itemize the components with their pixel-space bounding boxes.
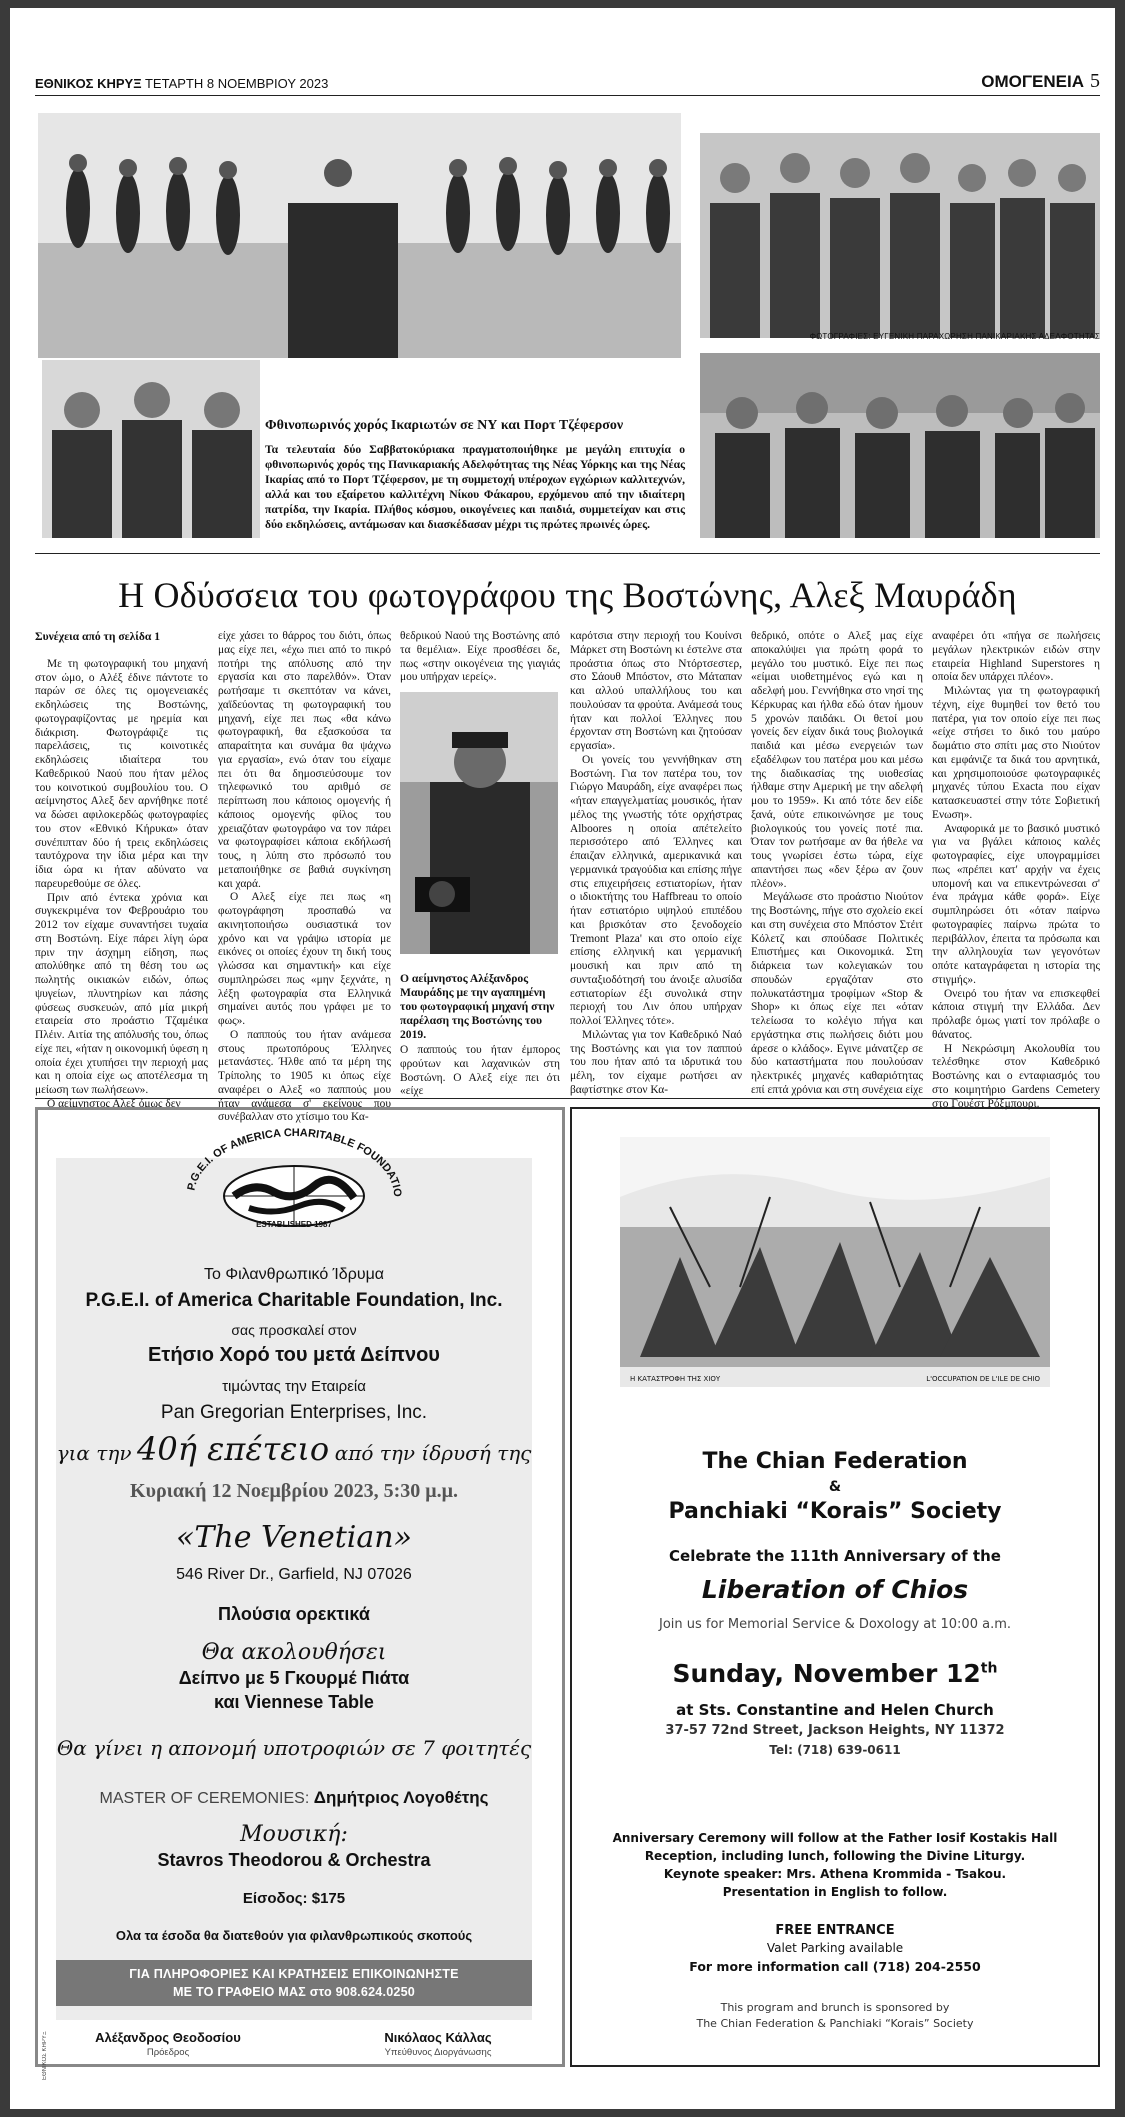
article-kicker: Συνέχεια από τη σελίδα 1 bbox=[35, 630, 161, 643]
ad-line: This program and brunch is sponsored by bbox=[720, 2001, 950, 2014]
photo-group-women bbox=[700, 353, 1100, 538]
article-column-4 bbox=[570, 630, 742, 1098]
logo-ring-text: P.G.E.I. OF AMERICA CHARITABLE FOUNDATIO bbox=[185, 1126, 404, 1198]
ampersand: & bbox=[828, 1479, 842, 1495]
article-title: Η Οδύσσεια του φωτογράφου της Βοστώνης, Αλεξ Μαυράδη bbox=[118, 575, 1017, 615]
ad-org-name: P.G.E.I. of America Charitable Foundation, Inc. bbox=[85, 1290, 503, 1311]
contact-ribbon bbox=[56, 1960, 532, 2006]
ad-honoree: Pan Gregorian Enterprises, Inc. bbox=[160, 1402, 428, 1423]
paragraph: είχε χάσει το θάρρος του διότι, όπως μας είχε πει, «έχω πιει από το πικρό ποτήρι της απόλυσης από την εργασία και στο παρελθόν». Όταν ρωτήσαμε τι σκεπτόταν να κάνει, χαϊδεύοντας τη φωτογραφική του μηχανή, είχε πει πως «θα κάνω φωτογραφική, θα εξασκούσα τα απαραίτητα και συνάμα θα ψάχνω για εργασία», ενώ όταν του είχαμε πει ότι θα δημοσιεύσουμε τον τηλεφωνικό του αριθμό σε περίπτωση που κάποιος ομογενής ή κάποιος ομογενής φίλος του χρειαζόταν φωτογράφο να τον πάρει να φωτογραφίσει κάποια εκδήλωσή τους, η λύπη στο πρόσωπό του μεταποιήθηκε σε βαθιά συγκίνηση και χαρά. bbox=[218, 630, 391, 890]
header-right bbox=[981, 70, 1100, 93]
photo-three-men bbox=[42, 360, 260, 538]
ad-line: Valet Parking available bbox=[766, 1941, 904, 1955]
article-column-1 bbox=[35, 630, 208, 1112]
ad-music: Stavros Theodorou & Orchestra bbox=[157, 1850, 431, 1870]
ad-script: από την ίδρυσή της bbox=[334, 1441, 532, 1465]
ad-line: Join us for Memorial Service & Doxology at 10:00 a.m. bbox=[658, 1617, 1011, 1632]
ad-script: Μουσική: bbox=[240, 1822, 348, 1847]
ad-anniversary: 40ή επέτειο bbox=[137, 1430, 330, 1468]
ad-line: και Viennese Table bbox=[214, 1692, 374, 1712]
vertical-imprint: ΕΘΝΙΚΟΣ ΚΗΡΥΞ bbox=[42, 2031, 48, 2080]
paragraph: Πριν από έντεκα χρόνια και συγκεκριμένα τον Φεβρουάριο του 2012 τον είχαμε συναντήσει τυχαία στη Βοστώνη. Είχε πάρει λίγη ώρα πριν την άσχημη είδηση, πως απολύθηκε από τη θέση του ως πωλητής οικιακών ειδών, όπως ψυγείων, πλυντηρίων και πάσης φύσεως συσκευών, από μία μικρή εταιρεία στο προάστιο Τζαμέικα Πλέιν. Αιτία της απόλυσής του, όπως είχε πει, «ήταν η οικονομική ύφεση η οποία έχει χτυπήσει την περιοχή μας και η οποία είχε ως αποτέλεσμα τη μείωση των πωλήσεων». bbox=[35, 891, 208, 1096]
ad-script: για την bbox=[56, 1441, 132, 1465]
ad-anniversary-line bbox=[56, 1430, 532, 1468]
paragraph: καρότσια στην περιοχή του Κουίνσι Μάρκετ στη Βοστώνη κι έστελνε στα προάστια όπως στο Ντόρτσεστερ, στο Σάουθ Μπόστον, στο Μάταπαν και αλλού υπαλλήλους του και πουλούσαν τα φρούτα. Ανάμεσά τους ήταν και πολλοί Έλληνες που έρχονταν στη Βοστώνη και ζητούσαν εργασία». bbox=[570, 630, 742, 752]
event-date bbox=[572, 1659, 1098, 1688]
ad-date: Κυριακή 12 Νοεμβρίου 2023, 5:30 μ.μ. bbox=[130, 1480, 458, 1502]
signature-name: Νικόλαος Κάλλας bbox=[384, 2030, 492, 2045]
free-entrance: FREE ENTRANCE bbox=[775, 1923, 895, 1938]
paragraph: Ο παππούς του ήταν ανάμεσα στους πρωτοπόρους Έλληνες μετανάστες. Ήλθε από τα μέρη της Τρίπολης το 1905 κι όπως είχε αναφέρει ο Αλεξ «ο παππούς μου ήταν ανάμεσα σ' εκείνους που συνέβαλλαν στο χτίσιμο του Κα- bbox=[218, 1028, 391, 1124]
ad-divider bbox=[35, 1098, 1100, 1099]
event-date-text: Sunday, November 12 bbox=[672, 1659, 981, 1688]
ad-panel bbox=[56, 1126, 532, 2020]
ad-mc-label: MASTER OF CEREMONIES: bbox=[99, 1790, 310, 1807]
top-story-title: Φθινοπωρινός χορός Ικαριωτών σε ΝΥ και Πορτ Τζέφερσον bbox=[265, 418, 624, 433]
issue-date: ΤΕΤΑΡΤΗ 8 ΝΟΕΜΒΡΙΟΥ 2023 bbox=[144, 76, 329, 91]
org-name: The Chian Federation bbox=[702, 1449, 968, 1474]
top-story-caption bbox=[265, 418, 685, 532]
signature-organizer bbox=[338, 2030, 538, 2058]
org-name: Panchiaki “Korais” Society bbox=[668, 1499, 1002, 1524]
event-date-suffix: th bbox=[980, 1660, 998, 1677]
ad-line: σας προσκαλεί στον bbox=[231, 1322, 357, 1338]
paragraph: αναφέρει ότι «πήγα σε πωλήσεις μεγάλων ηλεκτρικών ειδών στην εταιρεία Highland Superstores η οποία δεν υπάρχει πλέον». bbox=[932, 630, 1100, 684]
ad-line: Το Φιλανθρωπικό Ίδρυμα bbox=[203, 1266, 385, 1283]
logo-established: ESTABLISHED 1987 bbox=[256, 1220, 332, 1229]
signature-role: Υπεύθυνος Διοργάνωσης bbox=[384, 2047, 492, 2058]
ad-line: The Chian Federation & Panchiaki “Korais” Society bbox=[696, 2017, 974, 2030]
signature-president bbox=[78, 2030, 258, 2058]
section-name: ΟΜΟΓΕΝΕΙΑ bbox=[981, 72, 1084, 91]
ad-mc-name: Δημήτριος Λογοθέτης bbox=[313, 1788, 489, 1807]
ribbon-line: ΓΙΑ ΠΛΗΡΟΦΟΡΙΕΣ ΚΑΙ ΚΡΑΤΗΣΕΙΣ ΕΠΙΚΟΙΝΩΝΗΣΤΕ bbox=[129, 1967, 459, 1981]
top-story-text: Τα τελευταία δύο Σαββατοκύριακα πραγματοποιήθηκε με μεγάλη επιτυχία ο φθινοπωρινός χορός της Πανικαριακής Αδελφότητας της Νέας Υόρκης και της Νέας Ικαρίας από το Πορτ Τζέφερσον, με τη συμμετοχή υπέροχων εγχώριων καλλιτεχνών, αλλά και του εξαίρετου καλλιτέχνη Νίκου Φάκαρου, ερχόμενου από την ιδιαίτερη πατρίδα, την Ικαρία. Πλήθος κόσμου, οικογένειες και παιδιά, συμμετείχαν και στις δύο εκδηλώσεις, αντάμωσαν και διασκέδασαν μέχρι τις πρώτες πρωινές ώρες. bbox=[265, 443, 685, 531]
ad-phone: Tel: (718) 639-0611 bbox=[769, 1743, 901, 1757]
ad-line: Reception, including lunch, following the Divine Liturgy. bbox=[644, 1849, 1026, 1863]
engraving-caption: Η ΚΑΤΑΣΤΡΟΦΗ ΤΗΣ ΧΙΟΥ bbox=[630, 1375, 721, 1383]
ad-price: Είσοδος: $175 bbox=[242, 1890, 346, 1907]
paragraph: Αναφορικά με το βασικό μυστικό για να βγάλει κάποιος καλές φωτογραφίες, είχε υπογραμμίσει πως «πρέπει κατ' αρχήν να έχεις υπομονή και να επικεντρώνεσαι σ' ένα πράγμα κάθε φορά». Είχε συμπληρώσει ότι «όταν παίρνω φωτογραφίες παίρνω πρώτα το περιβάλλον, έπειτα τα πρόσωπα και την αλληλουχία των γεγονότων οπότε καταγράφεται η ιστορία της στιγμής». bbox=[932, 822, 1100, 986]
ad-scholarships: Θα γίνει η απονομή υποτροφιών σε 7 φοιτητές bbox=[56, 1736, 532, 1760]
paragraph: Ο παππούς του ήταν έμπορος φρούτων και λαχανικών στη Βοστώνη. Ο Αλεξ είχε πει ότι «είχε bbox=[400, 1044, 560, 1098]
ad-line: Πλούσια ορεκτικά bbox=[218, 1604, 370, 1624]
ribbon-line: ΜΕ ΤΟ ΓΡΑΦΕΙΟ ΜΑΣ στο 908.624.0250 bbox=[172, 1985, 416, 1999]
paragraph: Με τη φωτογραφική του μηχανή στον ώμο, ο Αλέξ έδινε πάντοτε το παρών σε όλες τις ομογενειακές εκδηλώσεις της Βοστώνης, φωτογραφίζοντας με ηρεμία και διάκριση. Φωτογράφιζε τις παρελάσεις, τις κοινοτικές εκδηλώσεις ιδιαίτερα του Καθεδρικού Ναού που ήταν μέλος του κοινοτικού συμβουλίου του. Ο αείμνηστος Αλεξ δεν αρνήθηκε ποτέ να δώσει αφιλοκερδώς φωτογραφίες του στον «Εθνικό Κήρυκα» όταν συνέπιπταν δύο ή τρεις εκδηλώσεις ταυτόχρονα την ίδια μέρα και την ίδια ώρα κι ήταν αδύνατο να παρευρεθούμε σε όλες. bbox=[35, 657, 208, 890]
ad-line: Keynote speaker: Mrs. Athena Krommida - Tsakou. bbox=[663, 1867, 1007, 1881]
ad-line: Celebrate the 111th Anniversary of the bbox=[669, 1547, 1001, 1565]
ad-info-phone: For more information call (718) 204-2550 bbox=[689, 1959, 981, 1974]
page-header bbox=[35, 68, 1100, 96]
ad-line: Δείπνο με 5 Γκουρμέ Πιάτα bbox=[178, 1668, 410, 1688]
article-column-2 bbox=[218, 630, 391, 1125]
ad-venue: «The Venetian» bbox=[176, 1520, 412, 1555]
signature-role: Πρόεδρος bbox=[146, 2047, 190, 2058]
ad-address: 546 River Dr., Garfield, NJ 07026 bbox=[176, 1566, 412, 1583]
photo-group-men bbox=[700, 133, 1100, 338]
page-number: 5 bbox=[1090, 70, 1100, 92]
paragraph: θεδρικού Ναού της Βοστώνης από τα θεμέλια». Είχε προσθέσει δε, πως «στην οικογένεια της γιαγιάς μου υπήρχαν ιερείς». bbox=[400, 630, 560, 684]
chios-liberation-ad bbox=[570, 1107, 1100, 2067]
paragraph: Ο αείμνηστος Αλεξ όμως δεν bbox=[47, 1097, 181, 1110]
photo-dancers bbox=[38, 113, 681, 358]
photo-photographer bbox=[400, 692, 558, 954]
ad-line: Presentation in English to follow. bbox=[722, 1885, 948, 1899]
article-body bbox=[35, 630, 1100, 1124]
paragraph: Μεγάλωσε στο προάστιο Νιούτον της Βοστώνης, πήγε στο σχολείο εκεί και στη συνέχεια στο Μπόστον Στέιτ Κόλετζ και σπούδασε Πολιτικές Επιστήμες και Οικονομικά. Στη διάρκεια των κολεγιακών του σπουδών εργαζόταν στο πολυκατάστημα τροφίμων «Stop & Shop» κι όπως είχε πει «όταν τελείωσα το κολέγιο πήγα και εργάστηκα στις πωλήσεις διότι μου άρεσε ο κλάδος». Εγινε μάνατζερ σε δύο καταστήματα που πουλούσαν ηλεκτρικές μηχανές καθαριότητας επί επτά χρόνια και στη συνέχεια είχε bbox=[751, 891, 923, 1096]
article-column-5 bbox=[751, 630, 923, 1098]
paragraph: Μιλώντας για τον Καθεδρικό Ναό της Βοστώνης και για τον παππού του που ήταν από τα ιδρυτικά του μέλη, τον είχαμε ρωτήσει αν βαφτίστηκε στον Κα- bbox=[570, 1028, 742, 1096]
newspaper-page bbox=[10, 8, 1115, 2109]
paragraph: Η Νεκρώσιμη Ακολουθία του τελέσθηκε στον Καθεδρικό Βοστώνης και ο ενταφιασμός του στο κοιμητήριο Gardens Cemetery στο Γουέστ Ρόξμπουρι. bbox=[932, 1042, 1100, 1110]
ad-script: Θα ακολουθήσει bbox=[201, 1640, 387, 1665]
chios-engraving bbox=[620, 1137, 1050, 1387]
article-column-3 bbox=[400, 630, 560, 685]
ad-address: 37-57 72nd Street, Jackson Heights, NY 11372 bbox=[665, 1723, 1005, 1738]
pgei-logo bbox=[174, 1126, 414, 1236]
engraving-caption: L'OCCUPATION DE L'ILE DE CHIO bbox=[926, 1375, 1040, 1383]
paper-name: ΕΘΝΙΚΟΣ ΚΗΡΥΞ bbox=[35, 76, 142, 91]
paragraph: θεδρικό, οπότε ο Αλεξ μας είχε αποκαλύψει για πρώτη φορά το μεγάλο του μυστικό. Είχε πει πως «είμαι υιοθετημένος εγώ και η αδελφή μου. Γεννήθηκα στο νησί της Κέρκυρας και ήλθα εδώ όταν ήμουν 5 χρονών παιδάκι. Οι θετοί μου γονείς δεν είχαν δικά τους βιολογικά παιδιά και μέσω ενεργειών των εξαδέλφων του πατέρα μου και μέσω της διαδικασίας της υιοθεσίας ήλθαμε στην Αμερική με την αδελφή μου το 1959». Κι από τότε δεν είδε ξανά, ούτε επικοινώνησε με τους βιολογικούς του γονείς ποτέ πια. Όταν τον ρωτήσαμε αν θα ήθελε να τους γνωρίσει έστω τώρα, είχε απαντήσει πως «δεν ξέρω αν ζουν πλέον». bbox=[751, 630, 923, 890]
ad-line: τιμώντας την Εταιρεία bbox=[222, 1378, 366, 1395]
ad-mc-line bbox=[56, 1788, 532, 1808]
paragraph: Ο Αλεξ είχε πει πως «η φωτογράφηση προσπαθώ να ακινητοποιήσω ουσιαστικά τον χρόνο και να γράψω ιστορία με εικόνες οι οποίες έχουν τη δική τους γλώσσα και σημαντική» και είχε συμπληρώσει πως «μην ξεχνάτε, η λέξη φωτογραφία στα Ελληνικά σημαίνει αυτός που γράφει με το φως». bbox=[218, 891, 391, 1027]
ad-event-name: Ετήσιο Χορό του μετά Δείπνου bbox=[148, 1344, 440, 1366]
photo-caption: Ο αείμνηστος Αλέξανδρος Μαυράδης με την αγαπημένη του φωτογραφική μηχανή στην παρέλαση της Βοστώνης του 2019. bbox=[400, 972, 555, 1041]
paragraph: Οι γονείς του γεννήθηκαν στη Βοστώνη. Για τον πατέρα του, τον Γιώργο Μαυράδη, είχε αναφέρει πως «ήταν επαγγελματίας μουσικός, ήταν μέλος της γνωστής τότε ορχήστρας Alboores η οποία απέτελείτο περισσότερο από Έλληνες και έπαιζαν ελληνικά, αμερικανικά και γερμανικά τραγούδια και επίσης πήγε στις επιχειρήσεις εστιατορίων, ήταν ο ιδιοκτήτης του Haffbreau το οποίο ήταν εστιατόριο υψηλού επιπέδου και βρισκόταν στο ξενοδοχείο Tremont Plaza' και στο οποίο είχε επίσης ελληνική και γερμανική μουσική και πριν από τη συνταξιοδότησή του άνοιξε αλυσίδα εστιατορίων έξι συνολικά στην περιοχή του Λιν όπου υπήρχαν πολλοί Έλληνες τότε». bbox=[570, 753, 742, 1027]
pgei-gala-ad bbox=[35, 1107, 565, 2080]
event-title: Liberation of Chios bbox=[701, 1575, 969, 1604]
section-divider bbox=[35, 553, 1100, 554]
paragraph: Μιλώντας για τη φωτογραφική τέχνη, είχε θυμηθεί τον θετό του πατέρα, για τον οποίο είχε πει πως «είχε στήσει το δικό του μαύρο δωμάτιο στο σπίτι μας στο Νιούτον και εμφάνιζε τα δικά του αρνητικά, και χρησιμοποιούσε φωτογραφικές μηχανές τύπου Exacta που είχαν κατασκευαστεί στην τότε Σοβιετική Ενωση». bbox=[932, 685, 1100, 821]
header-left bbox=[35, 76, 328, 91]
ad-line: Ολα τα έσοδα θα διατεθούν για φιλανθρωπικούς σκοπούς bbox=[115, 1928, 473, 1943]
ad-line: at Sts. Constantine and Helen Church bbox=[676, 1701, 994, 1719]
article-column-6 bbox=[932, 630, 1100, 1111]
ad-line: Anniversary Ceremony will follow at the Father Iosif Kostakis Hall bbox=[612, 1831, 1058, 1845]
photo-credit: ΦΩΤΟΓΡΑΦΙΕΣ: ΕΥΓΕΝΙΚΗ ΠΑΡΑΧΩΡΗΣΗ ΠΑΝΙΚΑΡΙΑΚΗΣ ΑΔΕΛΦΟΤΗΤΑΣ bbox=[809, 332, 1100, 341]
paragraph: Ονειρό του ήταν να επισκεφθεί κάποια στιγμή την Ελλάδα. Δεν πρόλαβε όμως γιατί τον πρόλαβε ο θάνατος. bbox=[932, 987, 1100, 1041]
signature-name: Αλέξανδρος Θεοδοσίου bbox=[95, 2030, 241, 2045]
